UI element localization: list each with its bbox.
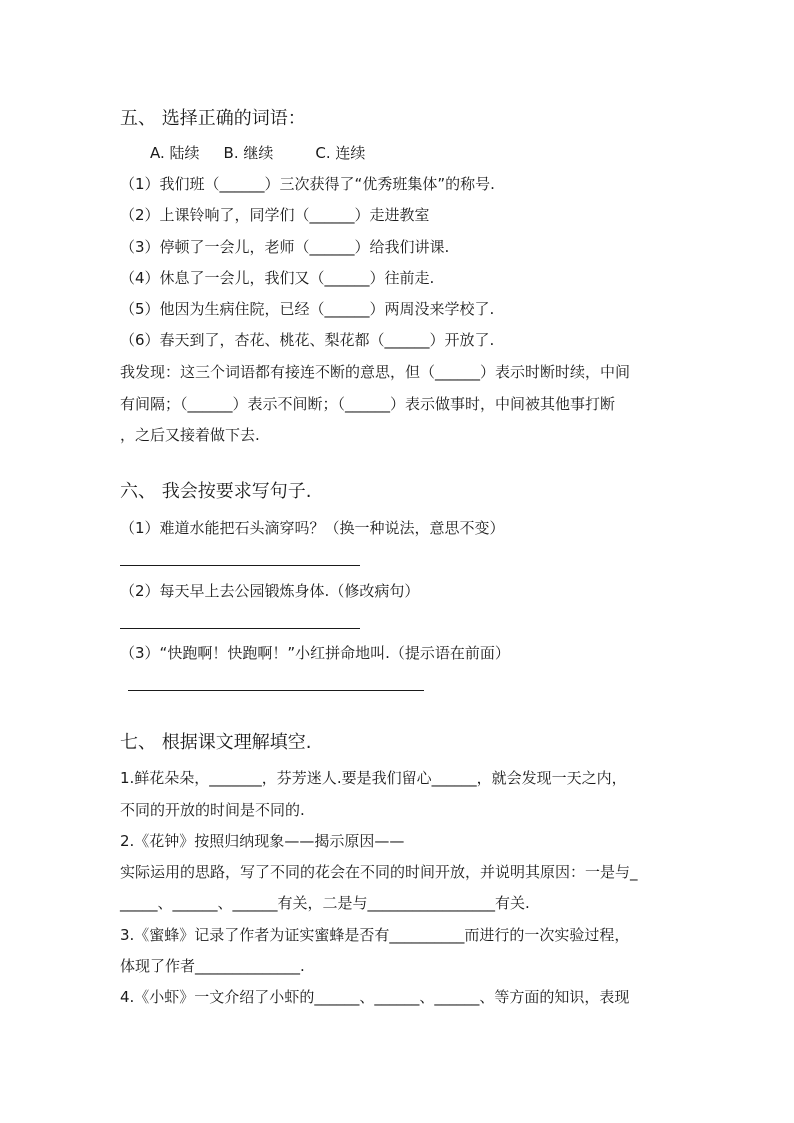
s5-item-1: （1）我们班（______）三次获得了“优秀班集体”的称号. [120, 175, 495, 193]
answer-line-2[interactable] [120, 628, 360, 629]
s5-item-5: （5）他因为生病住院，已经（______）两周没来学校了. [120, 300, 495, 318]
s7-line-1: 1.鲜花朵朵，_______，芬芳迷人.要是我们留心______，就会发现一天之内， [120, 769, 627, 787]
option-b: B. 继续 [223, 144, 274, 162]
section-6-heading: 六、 我会按要求写句子. [120, 481, 312, 502]
answer-line-1[interactable] [120, 565, 360, 566]
s5-item-6: （6）春天到了，杏花、桃花、梨花都（______）开放了. [120, 331, 495, 349]
s5-discover-line-3: ，之后又接着做下去. [120, 426, 260, 444]
s7-line-3: 2.《花钟》按照归纳现象——揭示原因—— [120, 832, 405, 850]
s7-line-5: _____、______、______有关，二是与_________________有关. [120, 894, 530, 912]
option-c: C. 连续 [315, 144, 366, 162]
option-a: A. 陆续 [150, 144, 200, 162]
s7-line-7: 体现了作者______________. [120, 957, 305, 975]
word-options [150, 143, 365, 163]
s5-discover-line-2: 有间隔；（______）表示不间断；（______）表示做事时，中间被其他事打断 [120, 395, 616, 413]
s5-item-4: （4）休息了一会儿，我们又（______）往前走. [120, 269, 435, 287]
section-7-heading: 七、 根据课文理解填空. [120, 732, 312, 753]
section-5-heading: 五、 选择正确的词语： [120, 108, 306, 129]
s7-line-8: 4.《小虾》一文介绍了小虾的______、______、______、等方面的知识，表现 [120, 988, 630, 1006]
s6-item-2: （2）每天早上去公园锻炼身体.（修改病句） [120, 582, 420, 600]
answer-line-3[interactable] [128, 690, 424, 691]
s7-line-6: 3.《蜜蜂》记录了作者为证实蜜蜂是否有__________而进行的一次实验过程， [120, 926, 630, 944]
s5-item-3: （3）停顿了一会儿，老师（______）给我们讲课. [120, 238, 450, 256]
s5-discover-line-1: 我发现：这三个词语都有接连不断的意思，但（______）表示时断时续，中间 [120, 363, 631, 381]
s7-line-4: 实际运用的思路，写了不同的花会在不同的时间开放，并说明其原因：一是与_ [120, 863, 638, 881]
s5-item-2: （2）上课铃响了，同学们（______）走进教室 [120, 206, 430, 224]
s6-item-3: （3）“快跑啊！快跑啊！”小红拼命地叫.（提示语在前面） [120, 644, 510, 662]
s6-item-1: （1）难道水能把石头滴穿吗？（换一种说法，意思不变） [120, 519, 505, 537]
s7-line-2: 不同的开放的时间是不同的. [120, 801, 305, 819]
